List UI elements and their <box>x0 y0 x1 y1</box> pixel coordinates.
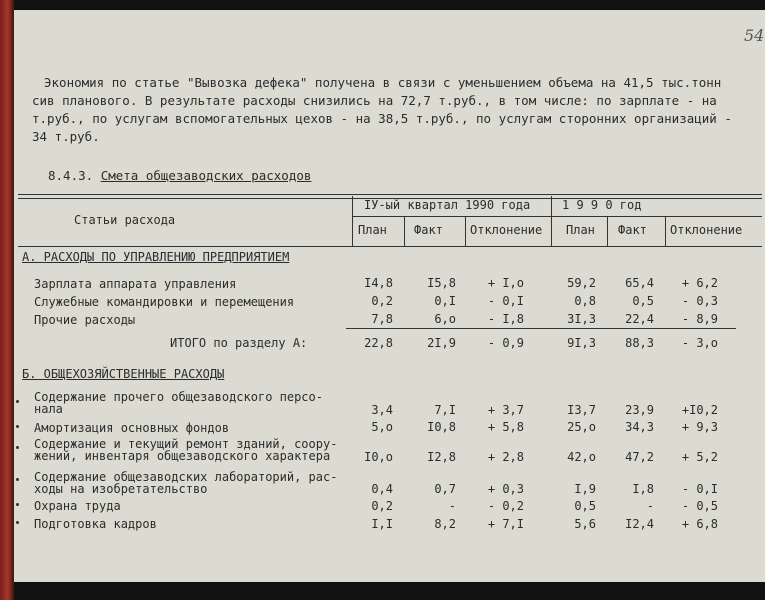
cell-value: 34,3 <box>625 420 654 434</box>
col-header-plan: План <box>358 223 387 237</box>
cell-value: - 0,3 <box>681 294 718 308</box>
row-label: нала <box>34 402 63 416</box>
row-label: Содержание и текущий ремонт зданий, соору- <box>34 437 338 451</box>
section-b-title: Б. ОБЩЕХОЗЯЙСТВЕННЫЕ РАСХОДЫ <box>22 367 225 381</box>
col-header-deviation: Отклонение <box>670 223 743 237</box>
cell-value: - 0,5 <box>681 499 718 513</box>
col-header-q4: IУ-ый квартал 1990 года <box>364 198 531 212</box>
cell-value: 0,5 <box>632 294 654 308</box>
section-a-title: А. РАСХОДЫ ПО УПРАВЛЕНИЮ ПРЕДПРИЯТИЕМ <box>22 250 290 264</box>
cell-value: I0,8 <box>427 420 456 434</box>
margin-bullet <box>16 446 19 449</box>
cell-value: - 3,o <box>681 336 718 350</box>
paragraph-line: т.руб., по услугам вспомогательных цехов - на 38,5 т.руб., по услугам сторонних организаций - <box>32 111 732 126</box>
row-label: Прочие расходы <box>34 313 136 327</box>
cell-value: 0,7 <box>434 482 456 496</box>
cell-value: 9I,3 <box>567 336 596 350</box>
cell-value: I2,4 <box>625 517 654 531</box>
cell-value: 3,4 <box>371 403 393 417</box>
page-number: 54 <box>744 26 765 45</box>
margin-bullet <box>16 503 19 506</box>
cell-value: - 0,I <box>681 482 718 496</box>
header-divider <box>665 216 666 246</box>
paragraph-line: сив планового. В результате расходы снизились на 72,7 т.руб., в том числе: по зарплате - на <box>32 93 717 108</box>
cell-value: + 2,8 <box>487 450 524 464</box>
header-divider <box>404 216 405 246</box>
cell-value: 42,o <box>567 450 596 464</box>
margin-bullet <box>16 478 19 481</box>
cell-value: 0,2 <box>371 294 393 308</box>
cell-value: - I,8 <box>487 312 524 326</box>
row-label: Подготовка кадров <box>34 517 157 531</box>
section-title: Смета общезаводских расходов <box>100 168 312 183</box>
subtotal-label: ИТОГО по разделу А: <box>170 336 308 350</box>
row-label: жений, инвентаря общезаводского характера <box>34 449 331 463</box>
row-label: Зарплата аппарата управления <box>34 277 237 291</box>
row-label: Амортизация основных фондов <box>34 421 230 435</box>
cell-value: + 7,I <box>487 517 524 531</box>
cell-value: + 0,3 <box>487 482 524 496</box>
header-divider <box>352 196 353 246</box>
cell-value: - 0,2 <box>487 499 524 513</box>
cell-value: 0,4 <box>371 482 393 496</box>
cell-value: 88,3 <box>625 336 654 350</box>
section-number: 8.4.3. <box>48 168 94 183</box>
col-header-year: 1 9 9 0 год <box>562 198 642 212</box>
cell-value: 0,8 <box>574 294 596 308</box>
row-label: Содержание общезаводских лабораторий, рас- <box>34 470 338 484</box>
cell-value: I4,8 <box>364 276 393 290</box>
cell-value: I5,8 <box>427 276 456 290</box>
cell-value: 5,o <box>371 420 393 434</box>
cell-value: +I0,2 <box>681 403 718 417</box>
cell-value: 6,o <box>434 312 456 326</box>
header-bottom-rule <box>18 246 762 247</box>
cell-value: I,9 <box>574 482 596 496</box>
cell-value: 7,I <box>434 403 456 417</box>
cell-value: I2,8 <box>427 450 456 464</box>
cell-value: 5,6 <box>574 517 596 531</box>
cell-value: - 0,9 <box>487 336 524 350</box>
cell-value: + 6,8 <box>681 517 718 531</box>
margin-bullet <box>16 400 19 403</box>
row-label: ходы на изобретательство <box>34 482 208 496</box>
cell-value: 47,2 <box>625 450 654 464</box>
header-divider <box>551 196 552 246</box>
cell-value: - <box>448 499 456 513</box>
cell-value: + 3,7 <box>487 403 524 417</box>
cell-value: 0,5 <box>574 499 596 513</box>
cell-value: 8,2 <box>434 517 456 531</box>
cell-value: 23,9 <box>625 403 654 417</box>
cell-value: I,8 <box>632 482 654 496</box>
cell-value: 25,o <box>567 420 596 434</box>
col-header-fact: Факт <box>414 223 443 237</box>
col-header-items: Статьи расхода <box>74 213 176 227</box>
cell-value: 59,2 <box>567 276 596 290</box>
col-header-plan: План <box>566 223 595 237</box>
cell-value: 0,2 <box>371 499 393 513</box>
cell-value: 22,4 <box>625 312 654 326</box>
cell-value: 65,4 <box>625 276 654 290</box>
cell-value: - 0,I <box>487 294 524 308</box>
margin-bullet <box>16 425 19 428</box>
row-label: Содержание прочего общезаводского персо- <box>34 390 323 404</box>
cell-value: 3I,3 <box>567 312 596 326</box>
document-page <box>14 10 765 582</box>
cell-value: + 5,2 <box>681 450 718 464</box>
cell-value: 2I,9 <box>427 336 456 350</box>
row-label: Служебные командировки и перемещения <box>34 295 295 309</box>
cell-value: 22,8 <box>364 336 393 350</box>
paragraph-line: 34 т.руб. <box>32 129 100 144</box>
col-header-deviation: Отклонение <box>470 223 543 237</box>
margin-bullet <box>16 521 19 524</box>
cell-value: I0,o <box>364 450 393 464</box>
header-sub-rule <box>352 216 762 217</box>
cell-value: I3,7 <box>567 403 596 417</box>
col-header-fact: Факт <box>618 223 647 237</box>
cell-value: + 9,3 <box>681 420 718 434</box>
cell-value: - <box>646 499 654 513</box>
intro-paragraph <box>32 74 732 146</box>
header-divider <box>465 216 466 246</box>
row-label: Охрана труда <box>34 499 121 513</box>
subtotal-rule <box>346 328 736 329</box>
cell-value: 0,I <box>434 294 456 308</box>
table-top-rule <box>18 194 762 195</box>
cell-value: + 5,8 <box>487 420 524 434</box>
cell-value: + 6,2 <box>681 276 718 290</box>
binder-edge <box>0 0 14 600</box>
cell-value: + I,o <box>487 276 524 290</box>
section-heading <box>48 168 311 183</box>
header-divider <box>607 216 608 246</box>
paragraph-line: Экономия по статье "Вывозка дефека" получена в связи с уменьшением объема на 41,5 тыс.тонн <box>44 75 722 90</box>
cell-value: - 8,9 <box>681 312 718 326</box>
cell-value: 7,8 <box>371 312 393 326</box>
cell-value: I,I <box>371 517 393 531</box>
